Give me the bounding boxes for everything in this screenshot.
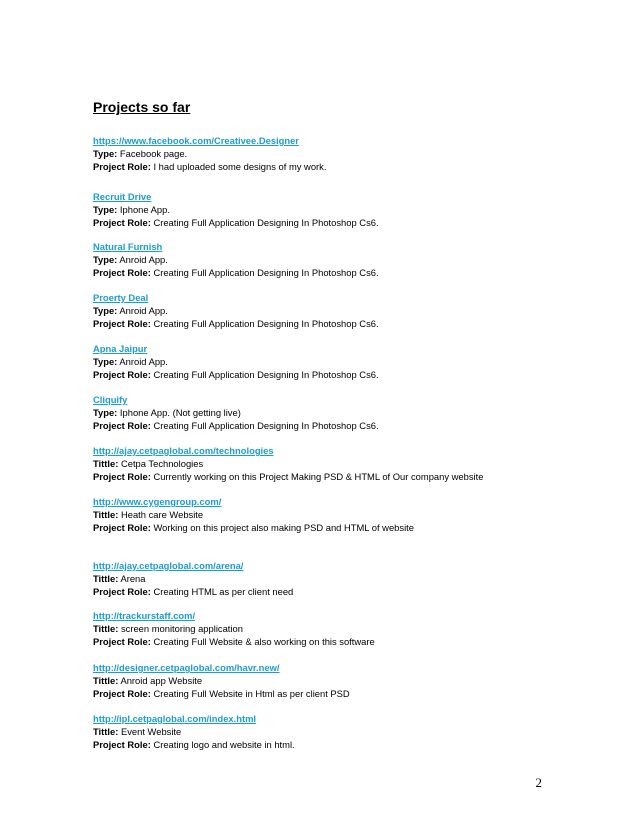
project-link[interactable]: Natural Furnish bbox=[93, 241, 163, 252]
project-entry bbox=[93, 609, 375, 648]
project-entry bbox=[93, 495, 414, 534]
project-entry bbox=[93, 712, 295, 751]
project-role-line bbox=[93, 160, 326, 173]
field-label: Project Role: bbox=[93, 586, 151, 597]
field-value: Working on this project also making PSD and HTML of website bbox=[153, 522, 414, 533]
field-label: Project Role: bbox=[93, 217, 151, 228]
field-label: Project Role: bbox=[93, 636, 151, 647]
field-value: Iphone App. (Not getting live) bbox=[119, 407, 241, 418]
project-title-line bbox=[93, 508, 414, 521]
field-value: Currently working on this Project Making PSD & HTML of Our company website bbox=[153, 471, 484, 482]
project-title-line bbox=[93, 725, 295, 738]
project-title-line bbox=[93, 572, 293, 585]
project-link[interactable]: http://trackurstaff.com/ bbox=[93, 610, 196, 621]
field-value: Creating Full Website & also working on this software bbox=[153, 636, 375, 647]
field-label: Tittle: bbox=[93, 509, 119, 520]
project-entry bbox=[93, 190, 379, 229]
project-link[interactable]: http://ipl.cetpaglobal.com/index.html bbox=[93, 713, 257, 724]
project-type-line bbox=[93, 304, 379, 317]
project-role-line bbox=[93, 635, 375, 648]
project-role-line bbox=[93, 317, 379, 330]
project-role-line bbox=[93, 738, 295, 751]
project-role-line bbox=[93, 521, 414, 534]
field-value: Event Website bbox=[120, 726, 182, 737]
field-label: Type: bbox=[93, 148, 118, 159]
project-type-line bbox=[93, 355, 379, 368]
field-value: Arena bbox=[120, 573, 146, 584]
field-label: Tittle: bbox=[93, 573, 119, 584]
field-value: Anroid App. bbox=[119, 254, 168, 265]
field-value: Anroid App. bbox=[119, 356, 168, 367]
project-entry bbox=[93, 134, 326, 173]
project-link[interactable]: http://www.cygengroup.com/ bbox=[93, 496, 222, 507]
field-value: Anroid app Website bbox=[120, 675, 203, 686]
project-entry bbox=[93, 393, 379, 432]
field-label: Tittle: bbox=[93, 675, 119, 686]
project-entry bbox=[93, 342, 379, 381]
field-label: Project Role: bbox=[93, 739, 151, 750]
project-link[interactable]: Apna Jaipur bbox=[93, 343, 148, 354]
field-label: Project Role: bbox=[93, 688, 151, 699]
field-value: Creating logo and website in html. bbox=[153, 739, 295, 750]
field-label: Project Role: bbox=[93, 522, 151, 533]
field-value: Creating Full Website in Html as per client PSD bbox=[153, 688, 350, 699]
project-entry bbox=[93, 661, 350, 700]
project-role-line bbox=[93, 216, 379, 229]
field-value: Creating Full Application Designing In Photoshop Cs6. bbox=[153, 267, 379, 278]
project-role-line bbox=[93, 585, 293, 598]
project-link[interactable]: http://designer.cetpaglobal.com/havr.new/ bbox=[93, 662, 280, 673]
field-value: I had uploaded some designs of my work. bbox=[153, 161, 327, 172]
field-label: Type: bbox=[93, 204, 118, 215]
field-value: Creating Full Application Designing In Photoshop Cs6. bbox=[153, 217, 379, 228]
project-type-line bbox=[93, 406, 379, 419]
field-label: Tittle: bbox=[93, 458, 119, 469]
project-role-line bbox=[93, 368, 379, 381]
project-link[interactable]: https://www.facebook.com/Creativee.Designer bbox=[93, 135, 299, 146]
field-label: Type: bbox=[93, 305, 118, 316]
field-value: Facebook page. bbox=[119, 148, 188, 159]
project-title-line bbox=[93, 457, 483, 470]
field-label: Project Role: bbox=[93, 318, 151, 329]
project-link[interactable]: http://ajay.cetpaglobal.com/technologies bbox=[93, 445, 274, 456]
field-label: Type: bbox=[93, 254, 118, 265]
project-role-line bbox=[93, 687, 350, 700]
page-number: 2 bbox=[535, 775, 542, 790]
project-entry bbox=[93, 240, 379, 279]
project-entry bbox=[93, 291, 379, 330]
field-label: Tittle: bbox=[93, 726, 119, 737]
field-value: Creating Full Application Designing In Photoshop Cs6. bbox=[153, 318, 379, 329]
project-link[interactable]: Proerty Deal bbox=[93, 292, 149, 303]
field-value: Anroid App. bbox=[119, 305, 168, 316]
project-type-line bbox=[93, 203, 379, 216]
section-heading: Projects so far bbox=[93, 99, 191, 115]
project-role-line bbox=[93, 266, 379, 279]
project-title-line bbox=[93, 674, 350, 687]
project-link[interactable]: http://ajay.cetpaglobal.com/arena/ bbox=[93, 560, 244, 571]
field-label: Project Role: bbox=[93, 267, 151, 278]
field-label: Tittle: bbox=[93, 623, 119, 634]
field-label: Project Role: bbox=[93, 161, 151, 172]
field-label: Project Role: bbox=[93, 420, 151, 431]
field-value: Creating HTML as per client need bbox=[153, 586, 294, 597]
project-role-line bbox=[93, 470, 483, 483]
field-value: Creating Full Application Designing In Photoshop Cs6. bbox=[153, 369, 379, 380]
project-entry bbox=[93, 444, 483, 483]
field-label: Type: bbox=[93, 356, 118, 367]
project-title-line bbox=[93, 622, 375, 635]
field-value: Heath care Website bbox=[120, 509, 204, 520]
project-entry bbox=[93, 559, 293, 598]
project-type-line bbox=[93, 253, 379, 266]
project-role-line bbox=[93, 419, 379, 432]
project-link[interactable]: Recruit Drive bbox=[93, 191, 152, 202]
project-link[interactable]: Cliquify bbox=[93, 394, 128, 405]
project-type-line bbox=[93, 147, 326, 160]
field-label: Project Role: bbox=[93, 369, 151, 380]
field-value: screen monitoring application bbox=[120, 623, 243, 634]
field-label: Project Role: bbox=[93, 471, 151, 482]
field-label: Type: bbox=[93, 407, 118, 418]
field-value: Cetpa Technologies bbox=[120, 458, 204, 469]
field-value: Iphone App. bbox=[119, 204, 170, 215]
field-value: Creating Full Application Designing In Photoshop Cs6. bbox=[153, 420, 379, 431]
